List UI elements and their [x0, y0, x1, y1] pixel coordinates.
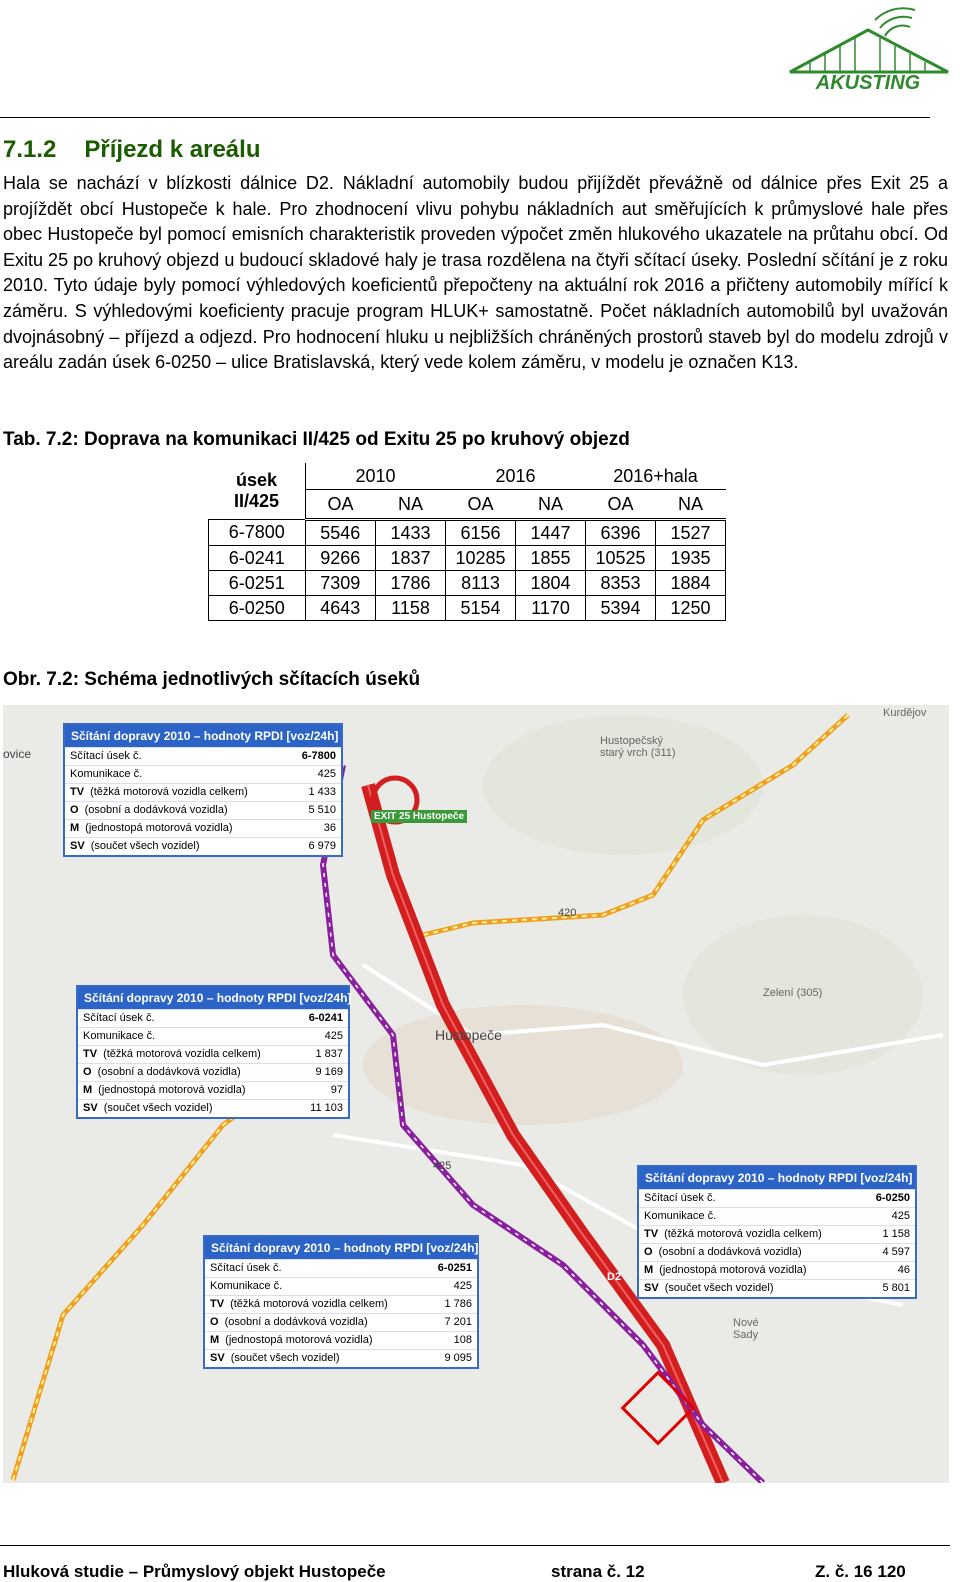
table-cell: 4643	[305, 596, 376, 621]
figure-caption: Obr. 7.2: Schéma jednotlivých sčítacích úseků	[3, 669, 421, 690]
table-cell: 1786	[376, 571, 446, 596]
counting-box-label: TV	[83, 1048, 98, 1060]
counting-box-desc: (jednostopá motorová vozidla)	[98, 1084, 246, 1096]
counting-box-label: M	[70, 822, 80, 834]
counting-box-value: 5 510	[308, 804, 336, 816]
counting-box-6-0250	[637, 1165, 917, 1299]
year-header: 2010	[305, 463, 446, 490]
counting-box-desc: (osobní a dodávková vozidla)	[224, 1316, 368, 1328]
table-cell: 1855	[516, 546, 586, 571]
counting-box-row	[65, 783, 341, 801]
traffic-map	[3, 705, 949, 1483]
counting-box-value: 1 158	[882, 1228, 910, 1240]
counting-box-value: 9 095	[444, 1352, 472, 1364]
footer-rule	[0, 1545, 950, 1546]
counting-box-6-7800	[63, 723, 343, 857]
counting-box-title: Sčítání dopravy 2010 – hodnoty RPDI [voz/24h]	[65, 725, 341, 747]
table-cell: 1433	[376, 520, 446, 546]
table-cell: 5154	[446, 596, 516, 621]
counting-box-desc: (součet všech vozidel)	[90, 840, 200, 852]
counting-box-row	[78, 1009, 348, 1027]
counting-box-label: O	[644, 1246, 653, 1258]
counting-box-value: 1 837	[315, 1048, 343, 1060]
subheader: OA	[446, 490, 516, 520]
counting-box-label: SV	[83, 1102, 98, 1114]
counting-box-row	[65, 837, 341, 855]
table-row	[209, 596, 726, 621]
counting-box-row	[639, 1225, 915, 1243]
counting-box-value: 1 786	[444, 1298, 472, 1310]
section-number: 7.1.2	[3, 136, 57, 163]
map-label-nove-sady: Nové Sady	[733, 1317, 759, 1341]
counting-box-row	[78, 1099, 348, 1117]
table-cell: 1884	[656, 571, 726, 596]
table-cell: 1804	[516, 571, 586, 596]
table-cell: 8353	[586, 571, 656, 596]
town-area	[363, 1005, 683, 1125]
counting-box-desc: (těžká motorová vozidla celkem)	[230, 1298, 388, 1310]
row-section-id: 6-0241	[209, 546, 306, 571]
counting-box-value: 6-7800	[301, 750, 336, 762]
counting-box-label: SV	[644, 1282, 659, 1294]
counting-box-label: TV	[210, 1298, 225, 1310]
table-cell: 10285	[446, 546, 516, 571]
counting-box-row	[78, 1063, 348, 1081]
counting-box-desc: (osobní a dodávková vozidla)	[84, 804, 228, 816]
counting-box-value: 6-0251	[437, 1262, 472, 1274]
table-cell: 1935	[656, 546, 726, 571]
section-heading	[3, 136, 260, 164]
counting-box-row	[65, 747, 341, 765]
counting-box-6-0241	[76, 985, 350, 1119]
table-row	[209, 546, 726, 571]
counting-box-row	[65, 801, 341, 819]
map-label-d2: D2	[607, 1271, 622, 1283]
section-title: Příjezd k areálu	[84, 136, 261, 163]
counting-box-label: Sčítací úsek č.	[644, 1192, 716, 1204]
counting-box-label: M	[644, 1264, 654, 1276]
table-cell: 6396	[586, 520, 656, 546]
col-header-usek: úsek II/425	[209, 463, 306, 520]
map-label-420: 420	[558, 907, 577, 919]
counting-box-desc: (osobní a dodávková vozidla)	[97, 1066, 241, 1078]
map-label-425: 425	[433, 1160, 452, 1172]
counting-box-value: 46	[897, 1264, 910, 1276]
counting-box-value: 4 597	[882, 1246, 910, 1258]
counting-box-value: 425	[324, 1030, 343, 1042]
traffic-table	[208, 463, 726, 621]
map-label-kurdejov: Kurdějov	[883, 707, 927, 719]
map-label-vrch: Hustopečský starý vrch (311)	[600, 735, 676, 759]
counting-box-title: Sčítání dopravy 2010 – hodnoty RPDI [voz/24h]	[205, 1237, 477, 1259]
year-header: 2016	[446, 463, 586, 490]
subheader: OA	[586, 490, 656, 520]
counting-box-desc: (těžká motorová vozidla celkem)	[103, 1048, 261, 1060]
counting-box-desc: (součet všech vozidel)	[664, 1282, 774, 1294]
counting-box-row	[639, 1279, 915, 1297]
counting-box-desc: (jednostopá motorová vozidla)	[85, 822, 233, 834]
counting-box-value: 11 103	[310, 1102, 343, 1114]
counting-box-desc: (jednostopá motorová vozidla)	[225, 1334, 373, 1346]
counting-box-label: M	[210, 1334, 220, 1346]
table-cell: 5546	[305, 520, 376, 546]
counting-box-label: O	[70, 804, 79, 816]
counting-box-row	[205, 1259, 477, 1277]
map-label-exit: EXIT 25 Hustopeče	[371, 810, 467, 823]
body-text: Hala se nachází v blízkosti dálnice D2. Nákladní automobily budou přijíždět převážně od dálnice přes Exit 25 a projíždět obcí Hustopeče k hale. Pro zhodnocení vlivu pohybu nákladních aut směřujících k průmyslové hale přes obec Hustopeče byl pomocí emisních charakteristik proveden výpočet změn hlukového ukazatele na průtahu obcí. Od Exitu 25 po kruhový objezd u budoucí skladové haly je trasa rozdělena na čtyři sčítací úseky. Poslední sčítání je z roku 2010. Tyto údaje byly pomocí výhledových koeficientů přepočteny na aktuální rok 2016 a přičteny automobily mířící k záměru. S výhledovými koeficienty pracuje program HLUK+ samostatně. Počet nákladních automobilů byl uvažován dvojnásobný – příjezd a odjezd. Pro hodnocení hluku u nejbližších chráněných prostorů staveb byl do modelu zdrojů v areálu zadán úsek 6-0250 – ulice Bratislavská, který vede kolem záměru, v modelu je označen K13.	[3, 173, 948, 373]
counting-box-row	[205, 1295, 477, 1313]
footer-ref: Z. č. 16 120	[815, 1562, 906, 1581]
counting-box-value: 425	[453, 1280, 472, 1292]
counting-box-value: 7 201	[444, 1316, 472, 1328]
counting-box-value: 1 433	[308, 786, 336, 798]
subheader: NA	[516, 490, 586, 520]
table-cell: 1837	[376, 546, 446, 571]
table-row	[209, 571, 726, 596]
counting-box-row	[78, 1027, 348, 1045]
footer-left: Hluková studie – Průmyslový objekt Hustopeče	[3, 1562, 386, 1581]
counting-box-label: Sčítací úsek č.	[210, 1262, 282, 1274]
counting-box-label: SV	[70, 840, 85, 852]
counting-box-row	[205, 1349, 477, 1367]
counting-box-label: O	[210, 1316, 219, 1328]
counting-box-value: 97	[330, 1084, 343, 1096]
counting-box-label: Sčítací úsek č.	[83, 1012, 155, 1024]
counting-box-row	[78, 1081, 348, 1099]
counting-box-label: TV	[644, 1228, 659, 1240]
counting-box-row	[65, 765, 341, 783]
counting-box-label: TV	[70, 786, 85, 798]
map-label-vice: ovice	[3, 747, 32, 761]
counting-box-value: 9 169	[315, 1066, 343, 1078]
counting-box-label: O	[83, 1066, 92, 1078]
map-label-zeleni: Zelení (305)	[763, 987, 823, 999]
table-row	[209, 520, 726, 546]
counting-box-row	[78, 1045, 348, 1063]
counting-box-label: Komunikace č.	[644, 1210, 717, 1222]
year-header: 2016+hala	[586, 463, 726, 490]
table-cell: 1158	[376, 596, 446, 621]
counting-box-value: 6-0241	[308, 1012, 343, 1024]
table-cell: 10525	[586, 546, 656, 571]
subheader: NA	[376, 490, 446, 520]
counting-box-value: 36	[323, 822, 336, 834]
table-cell: 1447	[516, 520, 586, 546]
table-cell: 5394	[586, 596, 656, 621]
counting-box-label: M	[83, 1084, 93, 1096]
counting-box-desc: (jednostopá motorová vozidla)	[659, 1264, 807, 1276]
subheader: NA	[656, 490, 726, 520]
table-cell: 1170	[516, 596, 586, 621]
counting-box-desc: (součet všech vozidel)	[230, 1352, 340, 1364]
subheader: OA	[305, 490, 376, 520]
akusting-logo	[780, 0, 955, 95]
table-cell: 7309	[305, 571, 376, 596]
row-section-id: 6-7800	[209, 520, 306, 546]
counting-box-value: 6-0250	[875, 1192, 910, 1204]
counting-box-label: Komunikace č.	[70, 768, 143, 780]
table-cell: 8113	[446, 571, 516, 596]
counting-box-value: 108	[453, 1334, 472, 1346]
counting-box-row	[639, 1261, 915, 1279]
counting-box-row	[205, 1313, 477, 1331]
counting-box-value: 5 801	[882, 1282, 910, 1294]
counting-box-desc: (součet všech vozidel)	[103, 1102, 213, 1114]
header-rule	[0, 117, 930, 118]
counting-box-title: Sčítání dopravy 2010 – hodnoty RPDI [voz/24h]	[78, 987, 348, 1009]
table-caption: Tab. 7.2: Doprava na komunikaci II/425 od Exitu 25 po kruhový objezd	[3, 429, 630, 450]
table-cell: 1250	[656, 596, 726, 621]
counting-box-value: 425	[891, 1210, 910, 1222]
counting-box-desc: (osobní a dodávková vozidla)	[658, 1246, 802, 1258]
counting-box-6-0251	[203, 1235, 479, 1369]
svg-text:AKUSTING: AKUSTING	[815, 72, 921, 94]
counting-box-desc: (těžká motorová vozidla celkem)	[664, 1228, 822, 1240]
counting-box-label: Komunikace č.	[210, 1280, 283, 1292]
table-cell: 9266	[305, 546, 376, 571]
table-cell: 6156	[446, 520, 516, 546]
counting-box-desc: (těžká motorová vozidla celkem)	[90, 786, 248, 798]
table-cell: 1527	[656, 520, 726, 546]
counting-box-value: 425	[317, 768, 336, 780]
counting-box-label: Sčítací úsek č.	[70, 750, 142, 762]
body-paragraph	[3, 171, 948, 376]
counting-box-row	[639, 1207, 915, 1225]
map-label-hustopece: Hustopeče	[435, 1027, 502, 1043]
counting-box-value: 6 979	[308, 840, 336, 852]
row-section-id: 6-0250	[209, 596, 306, 621]
counting-box-row	[65, 819, 341, 837]
row-section-id: 6-0251	[209, 571, 306, 596]
counting-box-label: SV	[210, 1352, 225, 1364]
counting-box-row	[639, 1189, 915, 1207]
counting-box-label: Komunikace č.	[83, 1030, 156, 1042]
counting-box-title: Sčítání dopravy 2010 – hodnoty RPDI [voz/24h]	[639, 1167, 915, 1189]
counting-box-row	[205, 1331, 477, 1349]
counting-box-row	[205, 1277, 477, 1295]
footer-page: strana č. 12	[551, 1562, 645, 1581]
counting-box-row	[639, 1243, 915, 1261]
